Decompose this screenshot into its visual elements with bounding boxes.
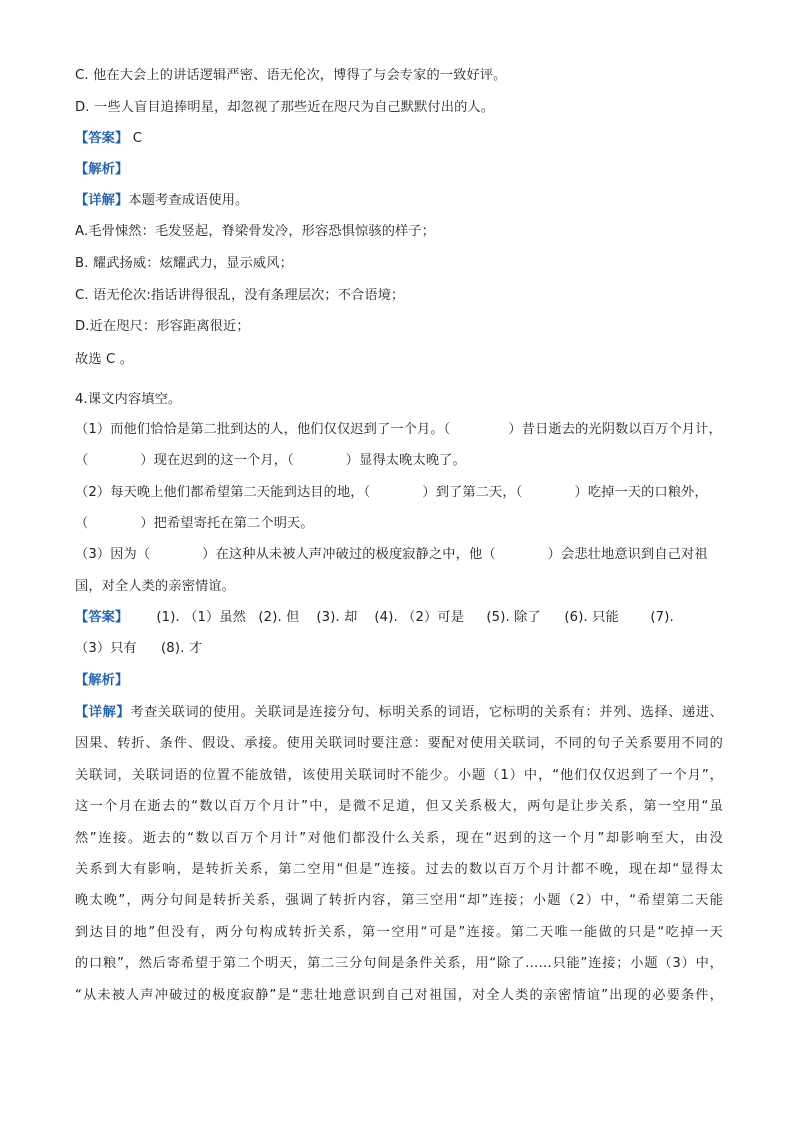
answer-tag: 【答案】 — [75, 610, 129, 625]
analysis-tag: 【解析】 — [75, 673, 129, 688]
detail-line: 晚太晚”，两分句间是转折关系，强调了转折内容，第三空用“却”连接；小题（2）中，“希望第二天能 — [75, 893, 723, 908]
detail-line: “从未被人声冲破过的极度寂静”是“悲壮地意识到自己对祖国，对全人类的亲密情谊”出现的必要条件， — [75, 988, 723, 1003]
answer-item: (5). 除了 — [486, 610, 541, 625]
answer-item: (4). （2）可是 — [374, 610, 465, 625]
answer-item: (8). 才 — [161, 641, 203, 656]
option-c: C. 他在大会上的讲话逻辑严密、语无伦次，博得了与会专家的一致好评。 — [75, 68, 507, 83]
answer-item: (7). — [650, 610, 674, 625]
answer-value: C — [132, 131, 143, 146]
conclusion: 故选 C 。 — [75, 352, 134, 367]
answer-row — [75, 130, 142, 148]
answer-tag: 【答案】 — [75, 131, 129, 146]
answer-item: (6). 只能 — [564, 610, 619, 625]
detail-line: 【详解】考查关联词的使用。关联词是连接分句、标明关系的词语，它标明的关系有：并列、选择、递进、 — [75, 705, 723, 720]
answer-item: (2). 但 — [258, 610, 300, 625]
detail-tag: 【详解】 — [75, 193, 129, 208]
detail-line: 关联词，关联词语的位置不能放错，该使用关联词时不能少。小题（1）中，“他们仅仅迟到了一个月”， — [75, 768, 723, 783]
explanation-a: A.毛骨悚然：毛发竖起，脊梁骨发冷，形容恐惧惊骇的样子； — [75, 224, 436, 239]
sentence-2-line-1: （2）每天晚上他们都希望第二天能到达目的地，（ ）到了第二天，（ ）吃掉一天的口粮外， — [75, 485, 708, 500]
detail-line: 这一个月在逝去的“数以百万个月计”中，是微不足道，但又关系极大，两句是让步关系，第一空用“虽 — [75, 799, 723, 814]
detail-line: 到达目的地”但没有，两分句构成转折关系，第一空用“可是”连接。第二天唯一能做的只是“吃掉一天 — [75, 925, 723, 940]
detail-line: 然”连接。逝去的“数以百万个月计”对他们都没什么关系，现在“迟到的这一个月”却影响至大，由没 — [75, 831, 723, 846]
detail-line: 因果、转折、条件、假设、承接。使用关联词时要注意：要配对使用关联词，不同的句子关系要用不同的 — [75, 736, 723, 751]
answer-item: (1). （1）虽然 — [156, 610, 247, 625]
question-4-title: 4.课文内容填空。 — [75, 392, 182, 407]
detail-tag: 【详解】 — [75, 705, 131, 720]
answer-item: (3). 却 — [316, 610, 358, 625]
analysis-tag: 【解析】 — [75, 162, 129, 177]
sentence-3-line-2: 国，对全人类的亲密情谊。 — [75, 579, 236, 594]
answer-item: （3）只有 — [75, 641, 137, 656]
detail-row — [75, 192, 248, 210]
sentence-1-line-1: （1）而他们恰恰是第二批到达的人，他们仅仅迟到了一个月。（ ）昔日逝去的光阴数以百万个月计， — [75, 422, 722, 437]
explanation-b: B. 耀武扬威：炫耀武力，显示威风； — [75, 256, 293, 271]
answers-row-2 — [75, 640, 202, 658]
detail-line: 关系到大有影响，是转折关系，第二空用“但是”连接。过去的数以百万个月计都不晚，现在却“显得太 — [75, 862, 723, 877]
explanation-d: D.近在咫尺：形容距离很近； — [75, 319, 250, 334]
detail-text: 本题考查成语使用。 — [128, 193, 249, 208]
sentence-3-line-1: （3）因为（ ）在这种从未被人声冲破过的极度寂静之中，他（ ）会悲壮地意识到自己对祖 — [75, 547, 708, 562]
detail-line: 的口粮”，然后寄希望于第二个明天，第二三分句间是条件关系，用“除了……只能”连接；小题（3）中， — [75, 956, 723, 971]
explanation-c: C. 语无伦次:指话讲得很乱，没有条理层次；不合语境； — [75, 288, 405, 303]
option-d: D. 一些人盲目追捧明星，却忽视了那些近在咫尺为自己默默付出的人。 — [75, 100, 495, 115]
sentence-2-line-2: （ ）把希望寄托在第二个明天。 — [75, 516, 314, 531]
sentence-1-line-2: （ ）现在迟到的这一个月，（ ）显得太晚太晚了。 — [75, 453, 466, 468]
answers-row-1 — [75, 609, 674, 627]
